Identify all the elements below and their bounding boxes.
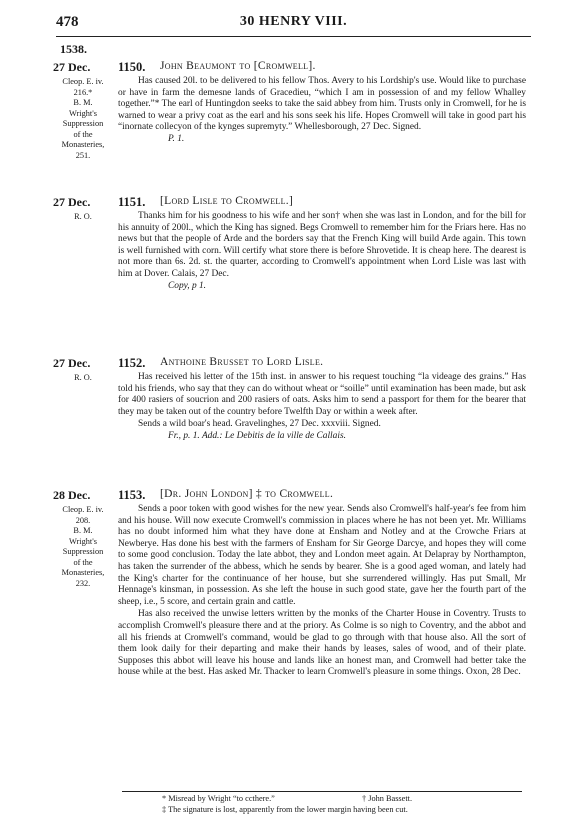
- entry-paragraph: Sends a wild boar's head. Gravelinghes, 27 Dec. xxxviii. Signed.: [138, 419, 381, 430]
- entry-number: 1151.: [118, 195, 146, 209]
- entry-number: 1153.: [118, 488, 146, 502]
- source-line: Monasteries,: [61, 568, 105, 577]
- entry-title: [Lord Lisle to Cromwell.]: [160, 195, 294, 207]
- entry-source: [53, 373, 113, 384]
- entry-endnote: Copy, p 1.: [168, 280, 207, 291]
- entry-source: [53, 505, 113, 589]
- entry-number: 1150.: [118, 60, 146, 74]
- entry-number: 1152.: [118, 356, 146, 370]
- source-line: B. M.: [73, 526, 93, 535]
- footnotes: [122, 791, 522, 815]
- entry-source: [53, 212, 113, 223]
- entry-title: [Dr. John London] ‡ to Cromwell.: [160, 488, 334, 500]
- entry-endnote: Fr., p. 1. Add.: Le Debitis de la ville de Callais.: [168, 430, 346, 441]
- source-line: Wright's: [69, 536, 97, 546]
- entry-body: [118, 504, 526, 679]
- source-line: Suppression: [62, 119, 104, 128]
- footnote-row: [122, 794, 522, 805]
- footnote: ‡ The signature is lost, apparently from the lower margin having been cut.: [162, 804, 408, 814]
- source-line: Wright's: [69, 108, 97, 118]
- source-line: Cleop. E. iv.: [62, 77, 104, 86]
- entry-body: [118, 211, 526, 292]
- entry-date: 27 Dec.: [53, 356, 91, 370]
- source-line: of the: [73, 129, 93, 139]
- entry-paragraph: Has received his letter of the 15th inst. in answer to his request touching “la videage des grains.” Has told his friends, who say that they can do without wheat or “soille” until examination has been made, but ask for 400 rasiers of soucrion and 200 rasiers of oats. Asks him to send a passport for them for the bearer that they may be taken out of the country before Twelfth Day or within a week after.: [118, 372, 526, 417]
- source-line: 232.: [75, 578, 91, 588]
- entry-body: [118, 372, 526, 443]
- source-line: 216.*: [73, 87, 93, 97]
- source-line: R. O.: [74, 212, 92, 221]
- entry-title: John Beaumont to [Cromwell].: [160, 60, 316, 72]
- source-line: Suppression: [62, 547, 104, 556]
- page-number: 478: [56, 14, 79, 30]
- entry-paragraph: Thanks him for his goodness to his wife and her son† when she was last in London, and for the bill for his annuity of 200l., which the King has signed. Begs Cromwell to remember him for the Friars here. Has no news but that the people of Arde and the borders say that the French King will build Arde again. This town is well furnished with corn. Will certify what store there is before Shrovetide. It is cheap here. The dearest is not more than 6s. 2d. st. the quarter, according to Cromwell's appointment when Lord Lisle was last with him at Dover. Calais, 27 Dec.: [118, 211, 526, 279]
- footnote: * Misread by Wright “to ccthere.”: [162, 794, 275, 803]
- source-line: R. O.: [74, 373, 92, 382]
- entry-endnote: P. 1.: [168, 133, 185, 144]
- entry-date: 27 Dec.: [53, 60, 91, 74]
- source-line: 251.: [75, 150, 91, 160]
- source-line: 208.: [75, 515, 91, 525]
- entry-date: 28 Dec.: [53, 488, 91, 502]
- entry-date: 27 Dec.: [53, 195, 91, 209]
- entry-paragraph: Sends a poor token with good wishes for the new year. Sends also Cromwell's half-year's fee from him and his house. Will now execute Cromwell's commission in places where he has not been yet. Mr. Williams has no doubt informed him what they have done at Ensham and Notley and at the Crowche Friars at Newberye. Has done his best with the farmers of Ensham for Sir George Darcye, and hopes they will come to some good conclusion. Today the late abbot, they and London meet again. At Delapray by Northampton, has taken the surrender of the abbess, which he sends by bearer. She is a good aged woman, and lately had the King's charter for the continuance of her house, but she surrendered willingly. Has put Small, Mr Hennage's kinsman, in possession. As she left the house in such good state, gave her the fourth part of the sheep, i.e., 5 score, and certain grain and cattle.: [118, 504, 526, 607]
- page-header: [56, 8, 531, 37]
- running-title: 30 HENRY VIII.: [239, 14, 348, 29]
- entry-paragraph: Has caused 20l. to be delivered to his fellow Thos. Avery to his Lordship's use. Would like to purchase or have in farm the demesne lands of Gracedieu, “which I am in possession of and my fellow Whalley together.”* The earl of Huntingdon seeks to take the said abbey from him. Trusts only in Cromwell, for he is warned to wear a privy coat as the earl and his sons seek his life. Hopes Cromwell will take in good part his “inornate collecyon of the kynges supremyty.” Whellesborough, 27 Dec. Signed.: [118, 76, 526, 133]
- entry-title: Anthoine Brusset to Lord Lisle.: [160, 356, 324, 368]
- entry-paragraph: Has also received the unwise letters written by the monks of the Charter House in Coventry. Trusts to accomplish Cromwell's pleasure there and at the priory. As Colme is so nigh to Coventry, and the abbot and all his friends at Cromwell's command, would be glad to go through with that house also. All the sort of them look daily for their departing and make their hands by leases, sales of wood, and of their plate. Supposes this abbot will leave his house and lands like an honest man, and Cromwell had better take the house while at the best. Has asked Mr. Thacker to learn Cromwell's pleasure in some things. Oxon, 28 Dec.: [118, 609, 526, 678]
- footnote: † John Bassett.: [362, 794, 413, 803]
- entry-source: [53, 77, 113, 161]
- entry-body: [118, 76, 526, 146]
- source-line: B. M.: [73, 98, 93, 107]
- year-heading: 1538.: [60, 42, 87, 56]
- source-line: Monasteries,: [61, 140, 105, 149]
- source-line: Cleop. E. iv.: [62, 505, 104, 514]
- source-line: of the: [73, 557, 93, 567]
